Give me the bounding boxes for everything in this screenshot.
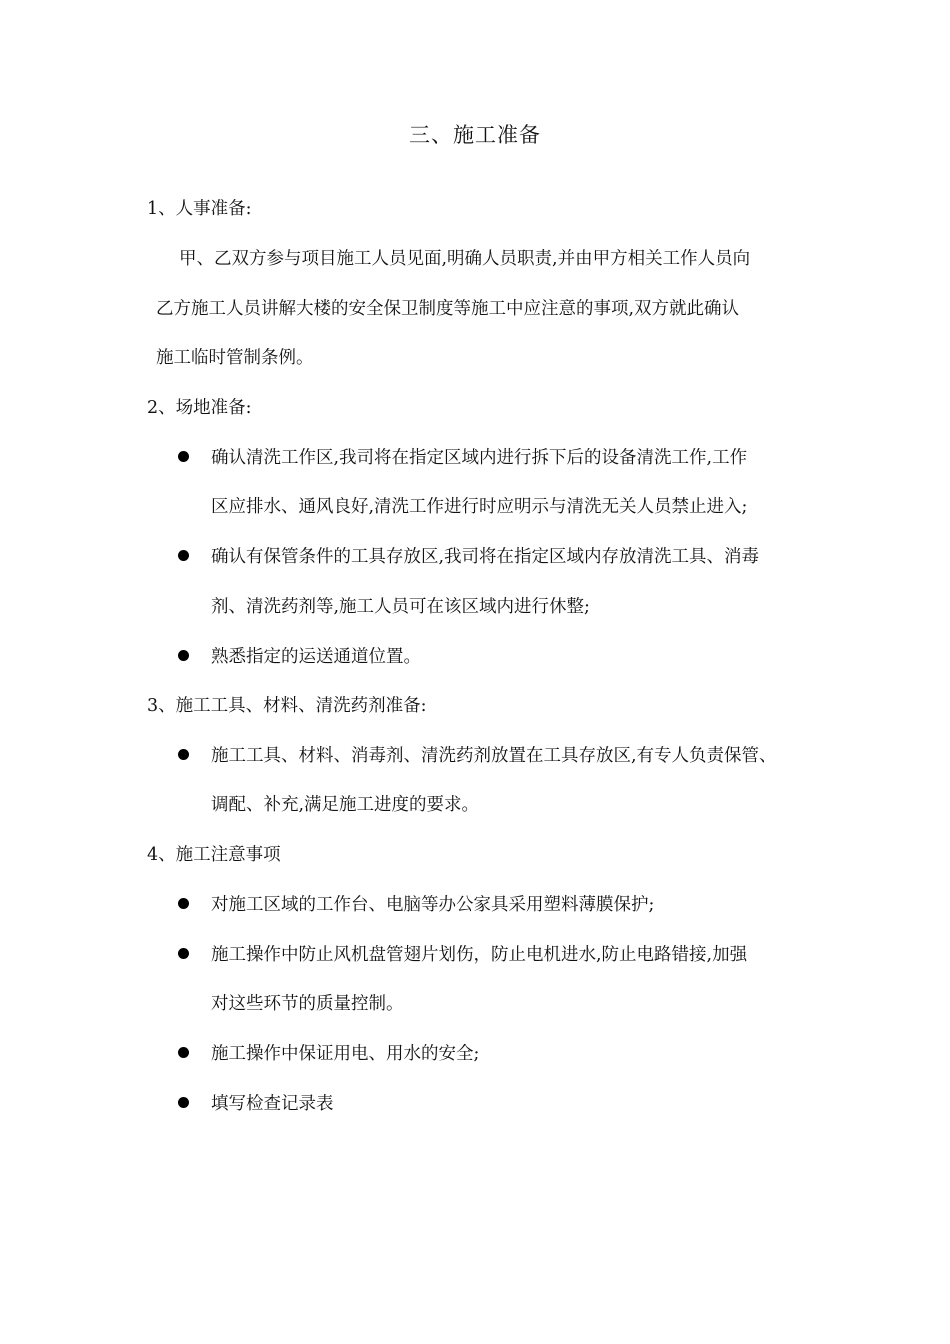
bullet-item-line: 确认有保管条件的工具存放区,我司将在指定区域内存放清洗工具、消毒 — [211, 547, 760, 567]
bullet-item-line: 调配、补充,满足施工进度的要求。 — [211, 795, 480, 815]
bullet-item-line: 施工操作中防止风机盘管翅片划伤，防止电机进水,防止电路错接,加强 — [211, 945, 748, 965]
section-heading: 4、施工注意事项 — [147, 845, 281, 865]
bullet-icon — [178, 749, 189, 760]
bullet-item-line: 区应排水、通风良好,清洗工作进行时应明示与清洗无关人员禁止进入; — [211, 497, 748, 517]
paragraph-line: 乙方施工人员讲解大楼的安全保卫制度等施工中应注意的事项,双方就此确认 — [156, 299, 740, 319]
bullet-item-line: 剂、清洗药剂等,施工人员可在该区域内进行休整; — [211, 597, 590, 617]
bullet-icon — [178, 451, 189, 462]
section-heading: 3、施工工具、材料、清洗药剂准备: — [147, 696, 427, 716]
bullet-icon — [178, 1097, 189, 1108]
bullet-icon — [178, 1047, 189, 1058]
bullet-icon — [178, 550, 189, 561]
bullet-item-line: 确认清洗工作区,我司将在指定区域内进行拆下后的设备清洗工作,工作 — [211, 448, 748, 468]
bullet-icon — [178, 898, 189, 909]
section-heading: 2、场地准备: — [147, 398, 252, 418]
bullet-item-line: 施工操作中保证用电、用水的安全; — [211, 1044, 480, 1064]
paragraph-line: 施工临时管制条例。 — [156, 348, 314, 368]
bullet-item-line: 填写检查记录表 — [211, 1094, 334, 1114]
paragraph-line: 甲、乙双方参与项目施工人员见面,明确人员职责,并由甲方相关工作人员向 — [179, 249, 751, 269]
bullet-item-line: 施工工具、材料、消毒剂、清洗药剂放置在工具存放区,有专人负责保管、 — [211, 746, 777, 766]
bullet-item-line: 熟悉指定的运送通道位置。 — [211, 647, 421, 667]
bullet-item-line: 对施工区域的工作台、电脑等办公家具采用塑料薄膜保护; — [211, 895, 655, 915]
bullet-item-line: 对这些环节的质量控制。 — [211, 994, 404, 1014]
bullet-icon — [178, 650, 189, 661]
section-heading: 1、人事准备: — [147, 199, 252, 219]
bullet-icon — [178, 948, 189, 959]
page-title: 三、施工准备 — [409, 123, 541, 147]
